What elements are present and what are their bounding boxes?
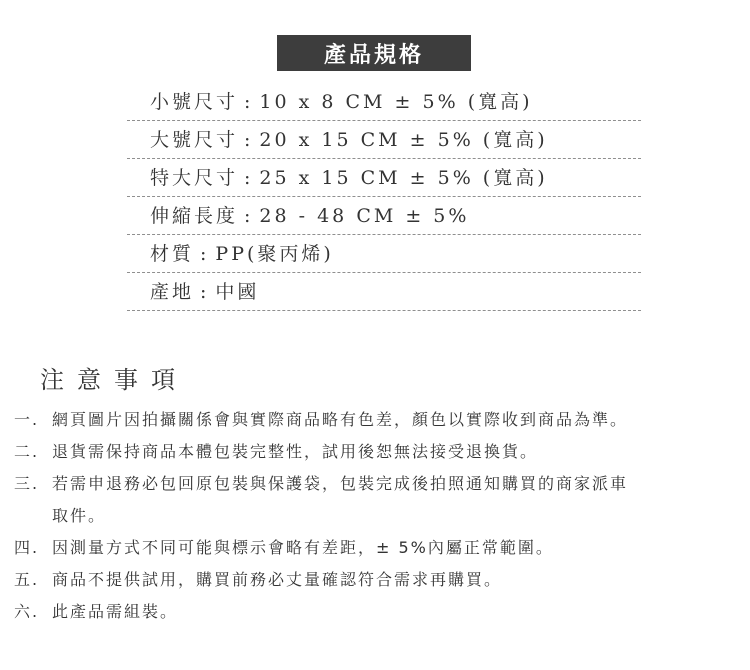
note-number: 三. xyxy=(14,474,40,493)
spec-title: 產品規格 xyxy=(277,35,471,71)
notes-list xyxy=(14,404,744,628)
spec-row-xl-size xyxy=(127,159,641,197)
note-number: 一. xyxy=(14,410,40,429)
spec-row-extension-length xyxy=(127,197,641,235)
spec-value: 25 x 15 CM ± 5% (寬高) xyxy=(259,167,548,189)
spec-value: PP(聚丙烯) xyxy=(215,243,334,265)
note-text: 商品不提供試用，購買前務必丈量確認符合需求再購買。 xyxy=(52,570,503,589)
spec-separator: : xyxy=(244,205,254,227)
spec-label: 伸縮長度 xyxy=(150,205,239,227)
spec-value: 28 - 48 CM ± 5% xyxy=(259,205,470,227)
note-number: 五. xyxy=(14,570,40,589)
spec-row-material xyxy=(127,235,641,273)
spec-label: 大號尺寸 xyxy=(150,129,239,151)
note-item-continuation xyxy=(14,500,744,532)
spec-separator: : xyxy=(244,91,254,113)
note-number: 四. xyxy=(14,538,40,557)
spec-row-large-size xyxy=(127,121,641,159)
spec-row-origin xyxy=(127,273,641,311)
spec-list xyxy=(127,83,641,311)
note-item xyxy=(14,468,744,500)
note-text: 因測量方式不同可能與標示會略有差距，± 5%內屬正常範圍。 xyxy=(52,538,554,557)
note-item xyxy=(14,404,744,436)
notes-title: 注意事項 xyxy=(40,366,188,394)
spec-value: 20 x 15 CM ± 5% (寬高) xyxy=(259,129,548,151)
spec-label: 小號尺寸 xyxy=(150,91,239,113)
note-text: 取件。 xyxy=(52,506,107,525)
note-number: 六. xyxy=(14,602,40,621)
spec-label: 產地 xyxy=(150,281,195,303)
spec-row-small-size xyxy=(127,83,641,121)
note-number: 二. xyxy=(14,442,40,461)
spec-value: 10 x 8 CM ± 5% (寬高) xyxy=(259,91,533,113)
spec-label: 材質 xyxy=(150,243,195,265)
note-item xyxy=(14,596,744,628)
note-item xyxy=(14,532,744,564)
note-text: 此產品需組裝。 xyxy=(52,602,179,621)
note-item xyxy=(14,436,744,468)
spec-label: 特大尺寸 xyxy=(150,167,239,189)
spec-separator: : xyxy=(200,243,210,265)
note-text: 若需申退務必包回原包裝與保護袋，包裝完成後拍照通知購買的商家派車 xyxy=(52,474,629,493)
spec-separator: : xyxy=(244,167,254,189)
spec-separator: : xyxy=(244,129,254,151)
note-text: 退貨需保持商品本體包裝完整性，試用後恕無法接受退換貨。 xyxy=(52,442,539,461)
note-item xyxy=(14,564,744,596)
note-text: 網頁圖片因拍攝關係會與實際商品略有色差，顏色以實際收到商品為準。 xyxy=(52,410,629,429)
spec-value: 中國 xyxy=(215,281,260,303)
spec-separator: : xyxy=(200,281,210,303)
